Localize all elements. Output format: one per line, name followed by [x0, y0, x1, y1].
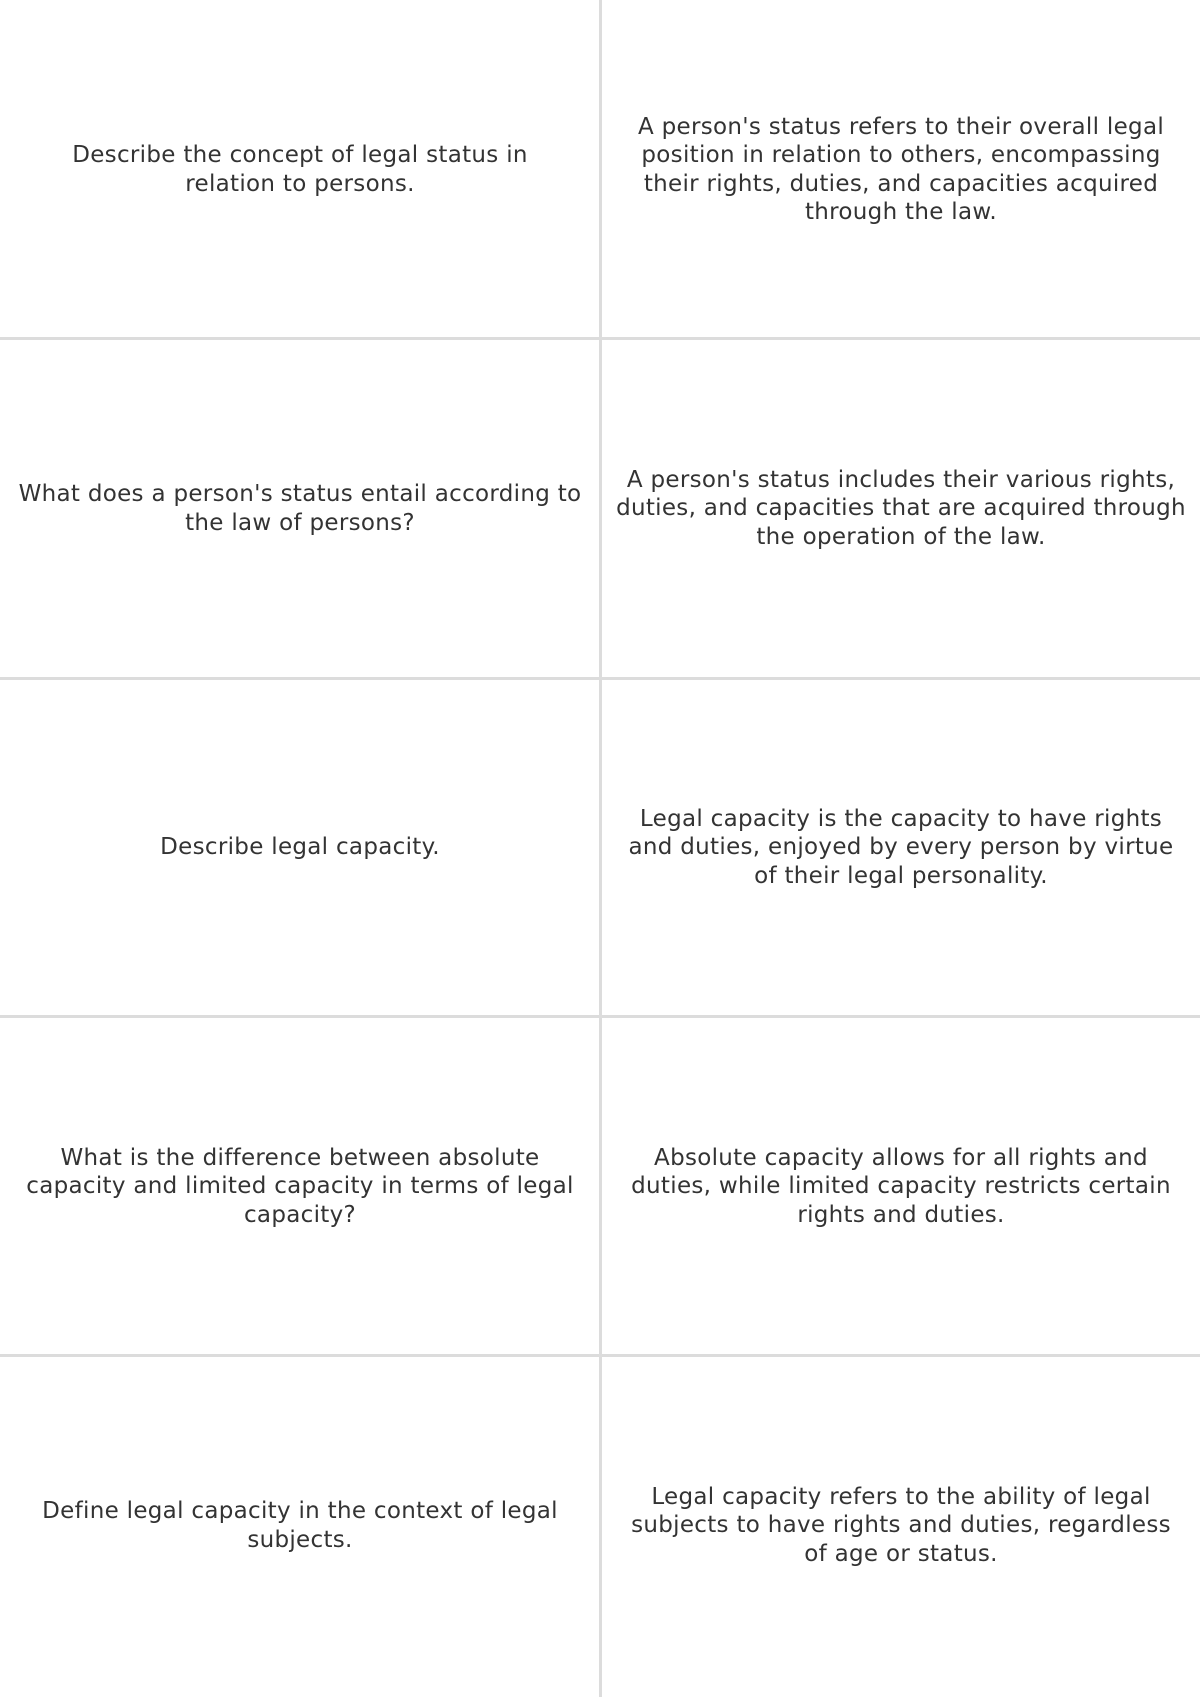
column-divider: [599, 0, 602, 1697]
flashcard-question: [0, 339, 600, 678]
question-text: What does a person's status entail according to the law of persons?: [18, 481, 582, 536]
answer-text: Legal capacity is the capacity to have rights and duties, enjoyed by every person by virtue of their legal personality.: [628, 805, 1174, 889]
row-divider: [0, 1354, 1200, 1357]
answer-text: Absolute capacity allows for all rights and duties, while limited capacity restricts certain rights and duties.: [631, 1144, 1171, 1228]
answer-text: Legal capacity refers to the ability of legal subjects to have rights and duties, regardless of age or status.: [631, 1483, 1171, 1567]
question-text: Describe legal capacity.: [160, 834, 440, 861]
row-divider: [0, 677, 1200, 680]
flashcard-answer: [602, 1017, 1200, 1356]
flashcard-question: [0, 678, 600, 1017]
flashcard-answer: [602, 339, 1200, 678]
flashcard-question: [0, 0, 600, 339]
row-divider: [0, 337, 1200, 340]
flashcard-answer: [602, 0, 1200, 339]
answer-text: A person's status refers to their overall legal position in relation to others, encompassing their rights, duties, and capacities acquired through the law.: [637, 113, 1165, 225]
flashcard-question: [0, 1356, 600, 1695]
question-text: Define legal capacity in the context of legal subjects.: [42, 1498, 558, 1553]
question-text: What is the difference between absolute capacity and limited capacity in terms of legal capacity?: [26, 1144, 574, 1228]
flashcard-answer: [602, 1356, 1200, 1695]
question-text: Describe the concept of legal status in relation to persons.: [72, 142, 528, 197]
row-divider: [0, 1015, 1200, 1018]
flashcard-answer: [602, 678, 1200, 1017]
answer-text: A person's status includes their various rights, duties, and capacities that are acquired through the operation of the law.: [616, 466, 1186, 550]
flashcard-question: [0, 1017, 600, 1356]
